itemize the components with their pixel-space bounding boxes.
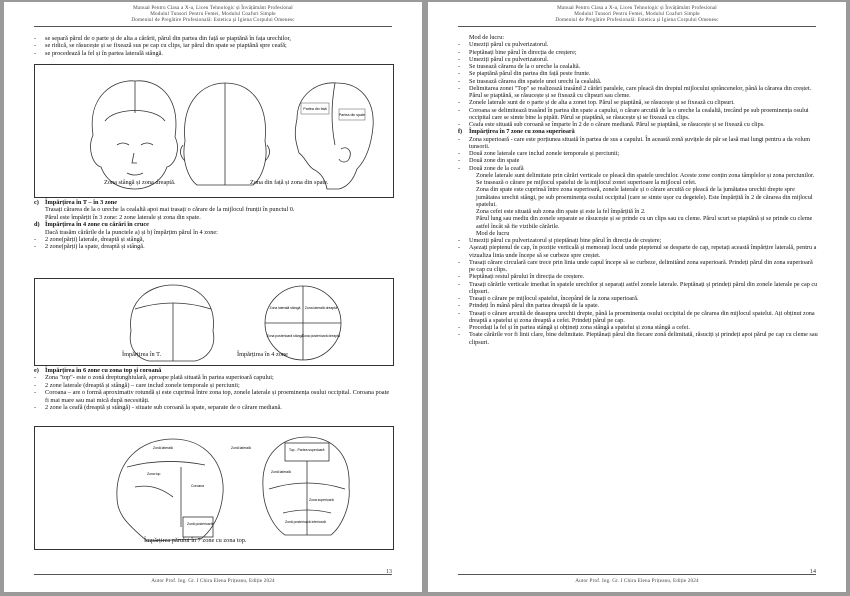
fig1-caption-right: Zona din față și zona din spate. bbox=[250, 179, 329, 186]
figure-left-right-front-back bbox=[34, 64, 394, 198]
page-header: Manual Pentru Clasa a X-a, Liceu Tehnologic și Învățământ Profesional Modulul Tunsori Pentru Femei, Modulul Coafuri Simple Domeniul de Pregătire Profesională: Estetica și Igiena Corpului Omenesc bbox=[555, 5, 719, 24]
zone-label-back-right: Zona posterioară dreaptă bbox=[301, 334, 341, 338]
f3-label-9: Zonă posterioară inferioară bbox=[285, 520, 326, 524]
four-zone-head bbox=[265, 286, 341, 360]
t-split-head bbox=[130, 285, 214, 361]
label-front: Partea din față bbox=[303, 107, 327, 111]
intro-bullets: - se separă părul de o parte și de alta a cărării, părul din partea din față se piaptănă în fața urechilor, - se ridică, se răsucește și se fixează sus pe cap cu clips, iar părul din spate se piaptănă spre ceafă; - se procedează la fel și în partea laterală stângă. bbox=[34, 35, 394, 57]
section-c-heading: c) Împărțirea în T – în 3 zone bbox=[34, 199, 118, 206]
f3-label-3: Zona top bbox=[147, 472, 161, 476]
section-d-heading: d) Împărțirea în 4 zone cu cărări în cruce bbox=[34, 221, 149, 229]
head-diagrams-2 bbox=[35, 279, 393, 365]
page-14-body: Mod de lucru: - Umeziți părul cu pulverizatorul. - Pieptănați bine părul în direcția de creștere; - Umeziți părul cu pulverizatorul. - Se trasează cărarea de la o ureche la cealaltă. - Se piaptănă părul din partea din față peste frunte. - Se trasează cărarea din spatele unei urechi la cealaltă. - Delimitarea zonei "Top" se realizează trasând 2 cărări paralele, care pleacă din dreptul mijlocului sprâncenelor, până la cărarea din creștet. Părul se piaptănă, se răsucește și se fixează cu clipsuri sau cleme. - Zonele laterale sunt de o parte și de alta a zonei top. Părul se piaptănă, se răsucește și se fixează cu clipsuri. - Coroana se delimitează trasând în partea din spate a capului, o cărare arcuită de la o ureche la cealaltă, trecând pe sub proeminența osului occipital care se simte bine la pipăit. Părul se piaptănă, se răsucește și se fixează cu clips. - Ceafa este situată sub coroană se împarte în 2 de o cărare mediană. Părul se piaptănă, se răsucește și se fixează cu clips. f) Împărțirea în 7 zone cu zona superioară - Zona superioară - care este porțiunea situată în partea de sus a capului. În această zonă șuvițele de păr se lasă mai lungi pentru a da volum tunsorii. - Două zone laterale care includ zonele temporale și perciunii; - Două zone din spate - Două zone de la ceafă Zonele laterale sunt delimitate prin cărări verticale ce pleacă din spatele urechilor. Aceste zone conțin zona tâmplelor și zona perciunilor. Se trasează o cărare pe mijlocul spatelui de la mijlocul zonei superioare la mijlocul cefei. Zona din spate este cuprinsă între zona superioară, zonele laterale și o cărare arcuită ce pleacă de la jumătatea urechii drepte spre jumătatea urechii stângi, pe sub proeminența osului occipital (care se simte ușor cu degetele). Este împărțită în 2 de cărarea din mijlocul spatelui. Zona cefei este situată sub zona din spate și este la fel împărțită în 2. Părul lung sau mediu din zonele separate se răsucește și se prinde cu un clips sau cu cleme. Părul scurt se piaptănă și se prinde cu cleme astfel încât să fie vizibile cărările. Mod de lucru - Umeziți părul cu pulverizatorul și pieptănați bine părul în direcția de creștere; - Așezați pieptenul de cap, în poziție verticală și memorați locul unde pieptenul se desparte de cap, repetați această împărțire laterală, pentru a vizualiza linia unde începe să se curbeze spre creștet. - Trasați cărare circulară care trece prin linia unde capul începe să se curbeze, delimitând zona superioară. Prindeți părul din zona superioară pe cap cu clips. - Pieptănați restul părului în direcția de creștere. - Trasați cărările verticale imediat în spatele urechilor și separați astfel zonele laterale. Pieptănați și prindeți părul din zonele laterale pe cap cu clipsuri. - Trasați o cărare pe mijlocul spatelui, începând de la zona superioară. - Prindeți în mână părul din partea dreaptă de la spate. - Trasați o cărare arcuită de deasupra urechii drepte, până la proeminența osului occipital de pe cărarea din mijlocul spatelui. Ați obținut zona dreaptă a spatelui și zona dreaptă a cefei. Prindeți părul pe cap. - Procedați la fel și în partea stângă și obțineți zona stângă a spatelui și zona stângă a cefei. - Toate cărările vor fi linii clare, bine delimitate. Pieptănați părul din fiecare zonă delimitată, răsuciți și prindeți apoi părul pe cap cu cleme sau clipsuri. bbox=[458, 34, 818, 346]
front-head-illustration bbox=[91, 81, 178, 189]
figure-seven-zones bbox=[34, 426, 394, 550]
mode-heading: Mod de lucru: bbox=[469, 34, 505, 41]
f3-label-6: Zonă laterală bbox=[271, 470, 291, 474]
f3-label-7: Zonă posterioară bbox=[187, 522, 213, 526]
footer-rule bbox=[34, 574, 392, 575]
fig3-caption: Împărțirea părului în 7 zone cu zona top. bbox=[144, 537, 247, 544]
page-number: 14 bbox=[810, 569, 816, 575]
page-footer: Autor Prof. Ing. Gr. I Chira Elena Prițeanu, Ediție 2024 bbox=[575, 578, 699, 584]
section-e: e) Împărțirea în 6 zone cu zona top și coroană - Zona "top"- este o zonă dreptunghiulară, aproape plată situată în partea superioară capului; - 2 zone laterale (dreaptă și stângă) – care includ zonele temporale și perciunii; - Coroana – are o formă aproximativ rotundă și este cuprinsă între zona top, zonele laterale și proeminența osului occipital. Coroana poate fi mai mare sau mai mică după necesități. - 2 zone la ceafă (dreaptă și stângă) - situate sub coroană la spate, separate de o cărare mediană. bbox=[34, 367, 394, 411]
section-c: c) Împărțirea în T – în 3 zone Trasați cărarea de la o ureche la cealaltă apoi mai trasați o cărare de la mijlocul frunții în punctul 0. Părul este împărțit în 3 zone: 2 zone laterale și zona din spate. d) Împărțirea în 4 zone cu cărări în cruce Dacă trasăm cărările de la punctele a) și b) împărțim părul în 4 zone: - 2 zone(părți) laterale, dreaptă și stângă, - 2 zone(părți) la spate, dreaptă și stângă. bbox=[34, 199, 394, 251]
page-number: 13 bbox=[386, 569, 392, 575]
fig1-caption-left: Zona stângă și zona dreaptă. bbox=[104, 179, 176, 186]
header-rule bbox=[34, 26, 392, 27]
figure-t-and-four-zones bbox=[34, 278, 394, 366]
head-diagrams-3 bbox=[35, 427, 393, 549]
zone-label-left: Zona laterală stângă bbox=[269, 306, 301, 310]
head-diagrams-1 bbox=[35, 65, 393, 197]
header-rule bbox=[458, 26, 816, 27]
zone-label-right: Zona laterală dreaptă bbox=[304, 306, 338, 310]
f3-label-5: Coroana bbox=[191, 484, 205, 488]
label-back: Partea din spate bbox=[338, 113, 366, 117]
fig2-caption-left: Împărțirea în T. bbox=[122, 351, 162, 358]
fig2-caption-right: Împărțirea în 4 zone bbox=[237, 351, 288, 358]
f3-label-4: Top - Partea superioară bbox=[289, 448, 325, 452]
section-f-heading: f) Împărțirea în 7 zone cu zona superioară bbox=[458, 128, 575, 136]
f3-label-8: Zona superioară bbox=[309, 498, 334, 502]
zone-label-back-left: Zona posterioară stângă bbox=[266, 334, 304, 338]
profile-head-illustration bbox=[295, 83, 373, 189]
mode-heading-2: Mod de lucru bbox=[476, 229, 510, 237]
back-head-illustration bbox=[180, 83, 269, 185]
section-e-heading: e) Împărțirea în 6 zone cu zona top și coroană bbox=[34, 367, 162, 374]
page-footer: Autor Prof. Ing. Gr. I Chira Elena Prițeanu, Ediție 2024 bbox=[151, 578, 275, 584]
page-header: Manual Pentru Clasa a X-a, Liceu Tehnologic și Învățământ Profesional Modulul Tunsori Pentru Femei, Modulul Coafuri Simple Domeniul de Pregătire Profesională: Estetica și Igiena Corpului Omenesc bbox=[131, 5, 295, 24]
footer-rule bbox=[458, 574, 816, 575]
f3-label-1: Zonă laterală bbox=[153, 446, 173, 450]
page-14 bbox=[428, 2, 846, 592]
f3-label-2: Zonă laterală bbox=[231, 446, 251, 450]
page-13 bbox=[4, 2, 422, 592]
